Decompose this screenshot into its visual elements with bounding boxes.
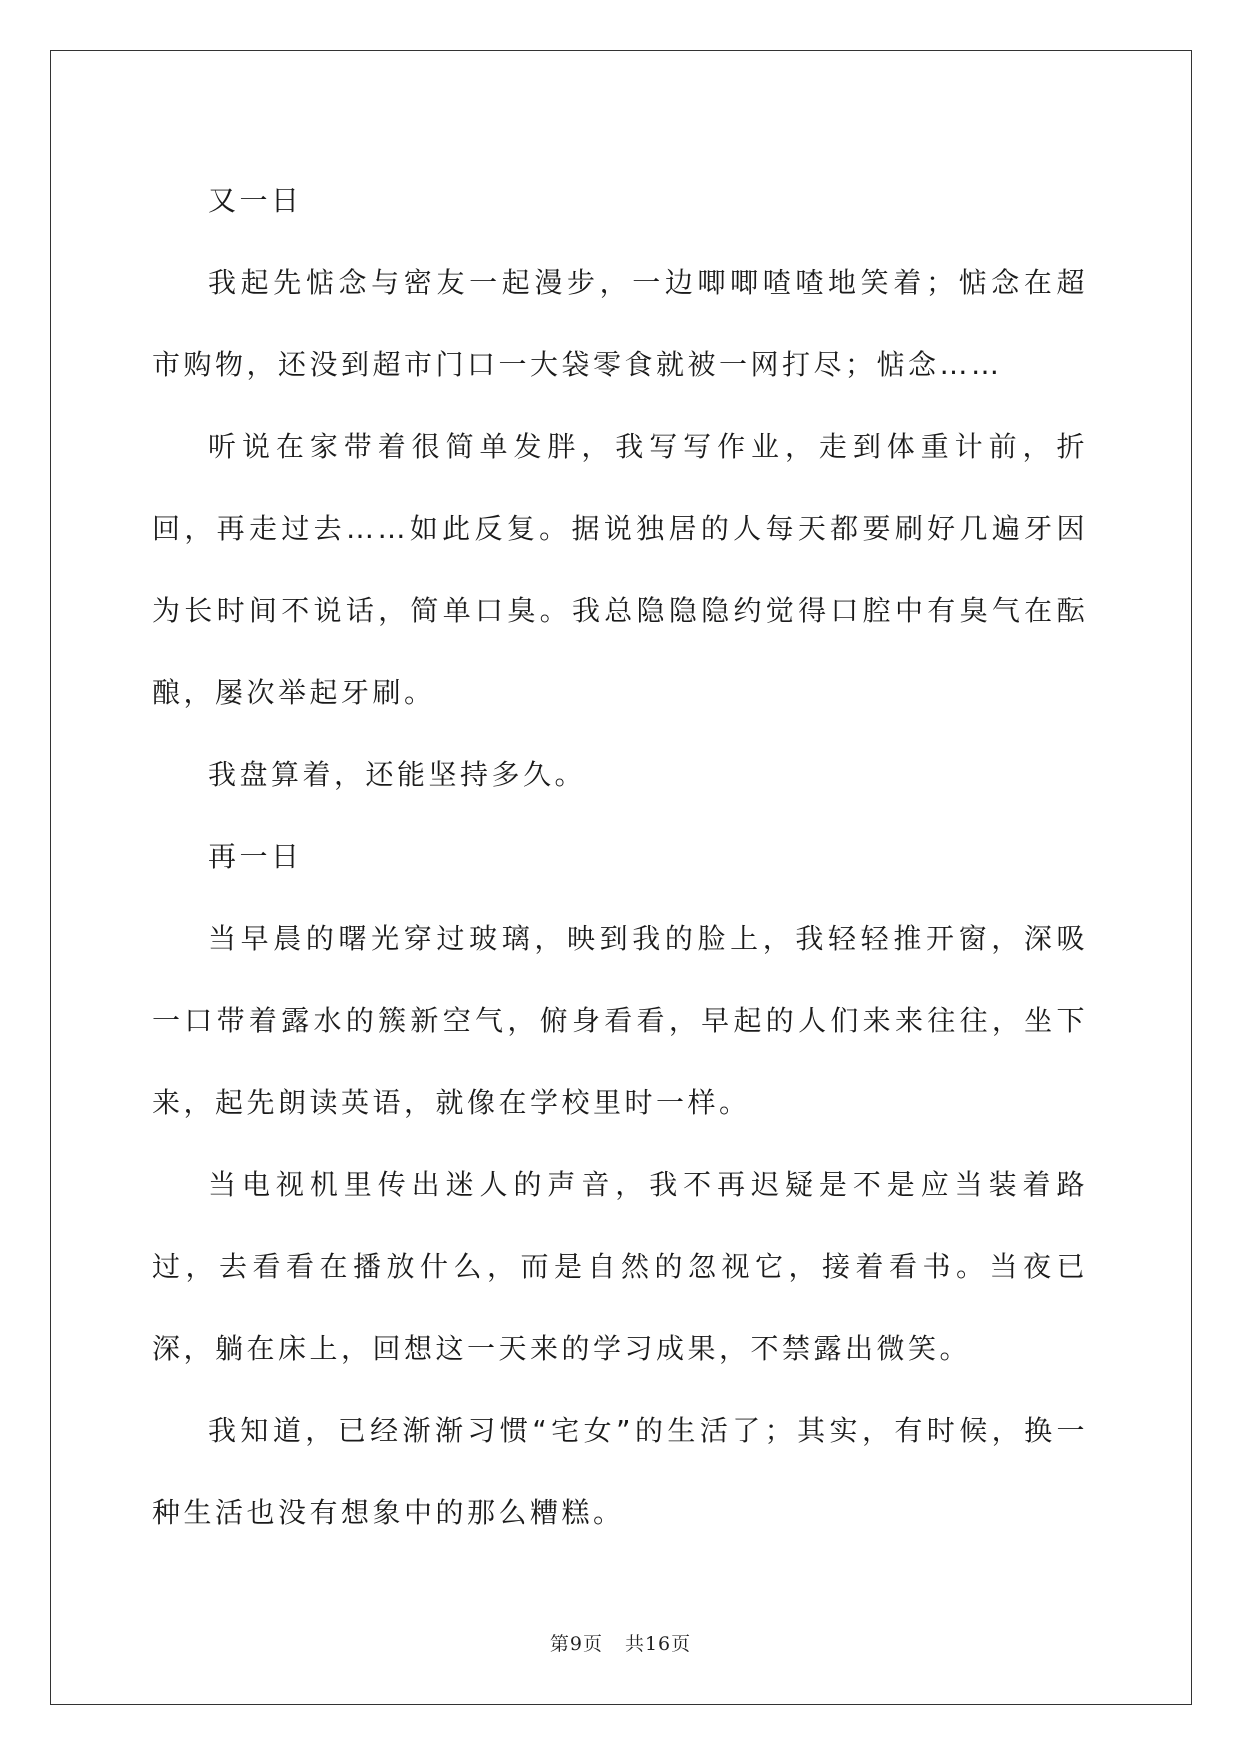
paragraph: 我盘算着，还能坚持多久。 [208,758,587,791]
paragraph: 再一日 [208,840,303,873]
page-total: 共16页 [624,1633,692,1655]
paragraph: 又一日 [208,184,303,217]
paragraph: 听说在家带着很简单发胖，我写写作业，走到体重计前，折回，再走过去……如此反复。据说独居的人每天都要刷好几遍牙因为长时间不说话，简单口臭。我总隐隐隐约觉得口腔中有臭气在酝酿，屡次举起牙刷。 [152,430,1088,709]
paragraph: 当早晨的曙光穿过玻璃，映到我的脸上，我轻轻推开窗，深吸一口带着露水的簇新空气，俯身看看，早起的人们来来往往，坐下来，起先朗读英语，就像在学校里时一样。 [152,922,1088,1119]
document-body [152,160,1088,1554]
paragraph: 当电视机里传出迷人的声音，我不再迟疑是不是应当装着路过，去看看在播放什么，而是自然的忽视它，接着看书。当夜已深，躺在床上，回想这一天来的学习成果，不禁露出微笑。 [152,1168,1088,1365]
page-footer [0,1629,1241,1656]
paragraph: 我起先惦念与密友一起漫步，一边唧唧喳喳地笑着；惦念在超市购物，还没到超市门口一大袋零食就被一网打尽；惦念…… [152,266,1088,381]
paragraph: 我知道，已经渐渐习惯“宅女”的生活了；其实，有时候，换一种生活也没有想象中的那么糟糕。 [152,1414,1088,1529]
page-number: 第9页 [549,1633,603,1655]
